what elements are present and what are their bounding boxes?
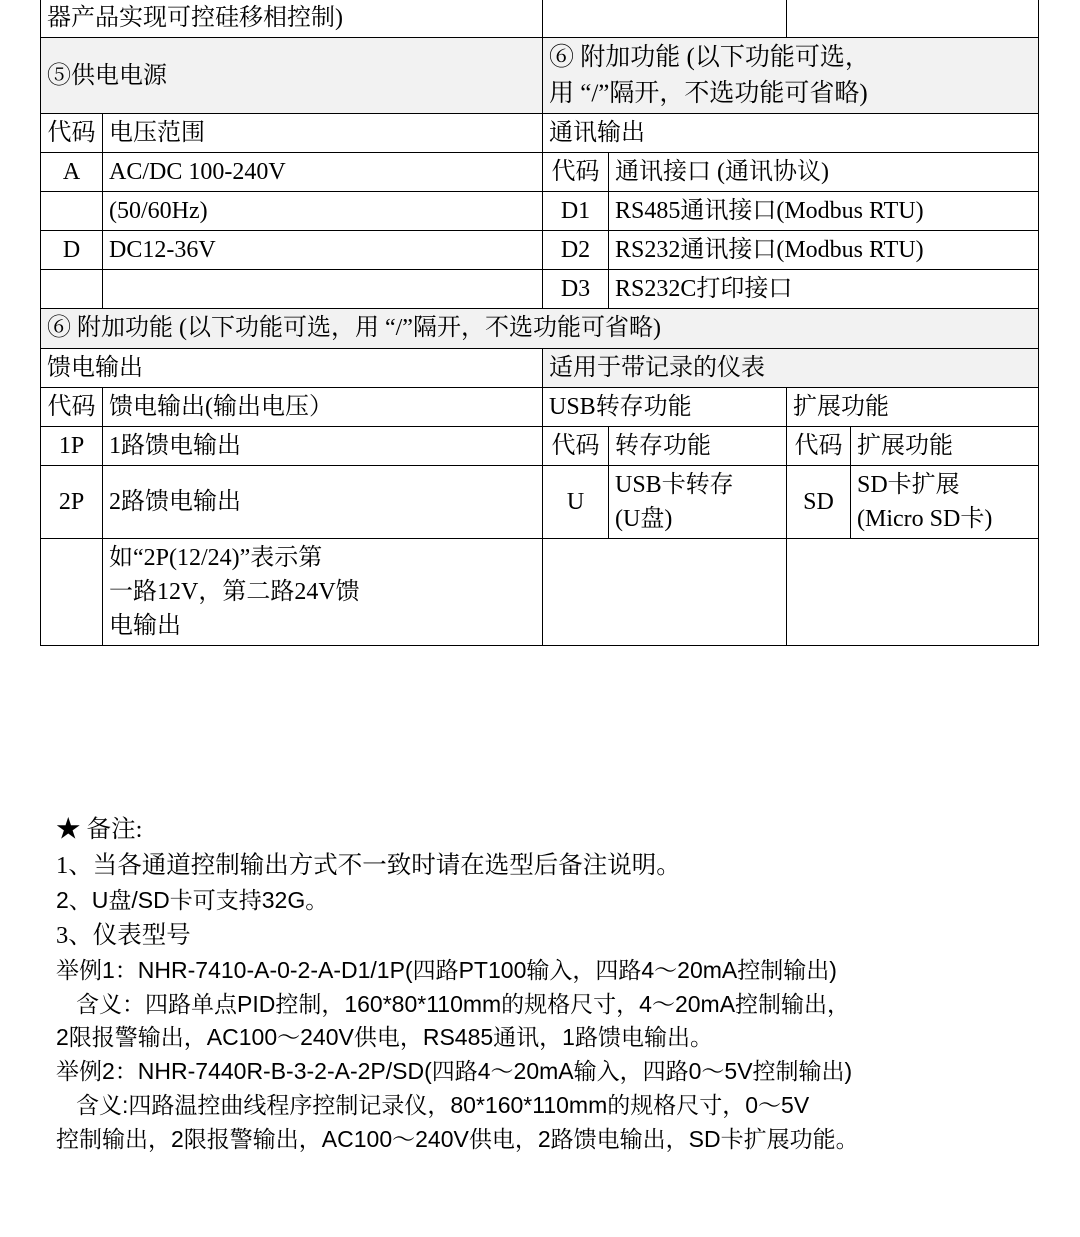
section5-header-code: 代码: [41, 114, 103, 153]
feed-value-1p: 1路馈电输出: [103, 426, 543, 465]
usb-value-u-line1: USB卡转存: [615, 471, 734, 498]
comm-value-d2: RS232通讯接口(Modbus RTU): [609, 231, 1039, 270]
section6-title-line2: 用 “/”隔开，不选功能可省略): [549, 79, 868, 107]
comm-code-d3: D3: [543, 270, 609, 309]
example-2-title: 举例2：NHR-7440R-B-3-2-A-2P/SD(四路4～20mA输入，四路0～5V控制输出): [56, 1058, 853, 1085]
psu-code-a: A: [41, 153, 103, 192]
usb-header-value: 转存功能: [609, 426, 787, 465]
example-1-meaning-line1: 含义：四路单点PID控制，160*80*110mm的规格尺寸，4～20mA控制输出，: [76, 990, 851, 1017]
table-row: [41, 538, 1039, 645]
example-1-meaning-line2: 2限报警输出，AC100～240V供电，RS485通讯，1路馈电输出。: [56, 1024, 713, 1051]
table-row: [41, 231, 1039, 270]
example-2-meaning-line2: 控制输出，2限报警输出，AC100～240V供电，2路馈电输出，SD卡扩展功能。: [56, 1125, 859, 1152]
table-row: [41, 192, 1039, 231]
spec-table: [40, 0, 1039, 646]
recorder-group-title: 适用于带记录的仪表: [543, 348, 1039, 387]
expand-code-sd: SD: [787, 465, 851, 538]
table-row: [41, 348, 1039, 387]
row-continuation-text: 器产品实现可控硅移相控制): [41, 0, 543, 38]
example-2-meaning-line1: 含义:四路温控曲线程序控制记录仪，80*160*110mm的规格尺寸，0～5V: [76, 1091, 810, 1118]
table-row: [41, 465, 1039, 538]
feed-value-2p: 2路馈电输出: [103, 465, 543, 538]
comm-code-d2: D2: [543, 231, 609, 270]
psu-code-d: D: [41, 231, 103, 270]
comm-header-code: 代码: [543, 153, 609, 192]
comm-value-d1: RS485通讯接口(Modbus RTU): [609, 192, 1039, 231]
example-1-title: 举例1：NHR-7410-A-0-2-A-D1/1P(四路PT100输入，四路4～20mA控制输出): [56, 956, 837, 983]
psu-code-a-cont: [41, 192, 103, 231]
table-row: [41, 153, 1039, 192]
feed-note-code-blank: [41, 538, 103, 645]
feed-code-2p: 2P: [41, 465, 103, 538]
usb-title: USB转存功能: [543, 387, 787, 426]
psu-blank-code: [41, 270, 103, 309]
feed-header-value: 馈电输出(输出电压）: [103, 387, 543, 426]
section6-title-right: [543, 38, 1039, 114]
psu-value-a-line1: AC/DC 100-240V: [103, 153, 543, 192]
section5-header-value: 电压范围: [103, 114, 543, 153]
section6-band-title: ⑥ 附加功能 (以下功能可选，用 “/”隔开，不选功能可省略): [41, 309, 1039, 348]
expand-header-value: 扩展功能: [851, 426, 1039, 465]
notes-section: [56, 812, 1056, 1157]
expand-value-sd-line2: (Micro SD卡): [857, 505, 993, 532]
row-continuation-blank-1: [543, 0, 787, 38]
note-item-2: 2、U盘/SD卡可支持32G。: [56, 887, 329, 913]
section5-title: ⑤供电电源: [41, 38, 543, 114]
psu-blank-value: [103, 270, 543, 309]
table-row: [41, 38, 1039, 114]
expand-blank: [787, 538, 1039, 645]
notes-heading: ★ 备注:: [56, 816, 143, 843]
psu-value-a-line2: (50/60Hz): [103, 192, 543, 231]
feed-code-1p: 1P: [41, 426, 103, 465]
comm-header-value: 通讯接口 (通讯协议): [609, 153, 1039, 192]
table-row: [41, 387, 1039, 426]
row-continuation-blank-2: [787, 0, 1039, 38]
expand-header-code: 代码: [787, 426, 851, 465]
comm-group-title: 通讯输出: [543, 114, 1039, 153]
usb-value-u-line2: (U盘): [615, 505, 673, 532]
note-item-1: 1、当各通道控制输出方式不一致时请在选型后备注说明。: [56, 852, 681, 879]
psu-value-d: DC12-36V: [103, 231, 543, 270]
feed-header-code: 代码: [41, 387, 103, 426]
table-row: [41, 309, 1039, 348]
comm-code-d1: D1: [543, 192, 609, 231]
feed-note-line2: 一路12V，第二路24V馈: [109, 579, 360, 606]
usb-value-u: [609, 465, 787, 538]
expand-value-sd: [851, 465, 1039, 538]
comm-value-d3: RS232C打印接口: [609, 270, 1039, 309]
table-row: [41, 0, 1039, 38]
usb-code-u: U: [543, 465, 609, 538]
note-item-3: 3、仪表型号: [56, 921, 191, 949]
feed-note-line3: 电输出: [109, 613, 181, 640]
expand-title: 扩展功能: [787, 387, 1039, 426]
feed-note: [103, 538, 543, 645]
section6-title-line1: ⑥ 附加功能 (以下功能可选，: [549, 44, 870, 72]
feed-note-line1: 如“2P(12/24)”表示第: [109, 544, 323, 571]
feed-group-title: 馈电输出: [41, 348, 543, 387]
usb-header-code: 代码: [543, 426, 609, 465]
table-row: [41, 114, 1039, 153]
expand-value-sd-line1: SD卡扩展: [857, 471, 960, 498]
table-row: [41, 270, 1039, 309]
usb-blank: [543, 538, 787, 645]
table-row: [41, 426, 1039, 465]
